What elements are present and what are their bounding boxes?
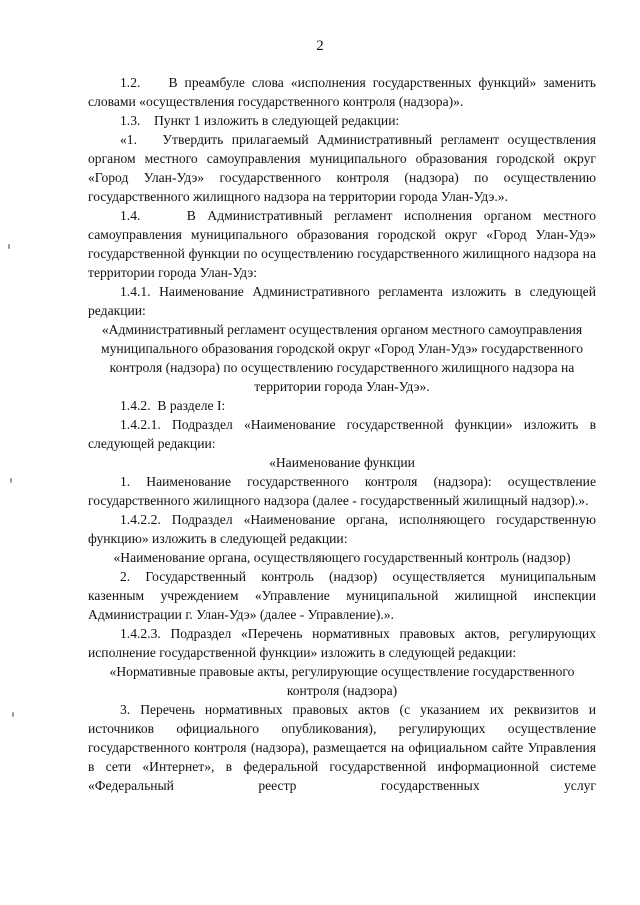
paragraph-1-4: 1.4. В Административный регламент исполнения органом местного самоуправления муниципального образования городской округ «Город Улан-Удэ» государственной функции по осуществлению государственного жилищного надзора на территории города Улан-Удэ: [88, 208, 596, 280]
clause-2: 2. Государственный контроль (надзор) осуществляется муниципальным казенным учреждением «Управление муниципальной жилищной инспекции Администрации г. Улан-Удэ» (далее - Управление).». [88, 569, 596, 622]
paragraph-1-2: 1.2. В преамбуле слова «исполнения государственных функций» заменить словами «осуществления государственного контроля (надзора)». [88, 75, 596, 109]
page-number: 2 [316, 38, 324, 54]
paragraph-1-3-text: «1. Утвердить прилагаемый Административный регламент осуществления органом местного самоуправления муниципального образования городской округ «Город Улан-Удэ» государственного контроля (надзора) по осуществлению государственного жилищного надзора на территории города Улан-Удэ.». [88, 132, 596, 204]
paragraph-1-4-2-3: 1.4.2.3. Подраздел «Перечень нормативных правовых актов, регулирующих исполнение государственной функции» изложить в следующей редакции: [88, 626, 596, 660]
document-body [88, 73, 596, 795]
paragraph-1-4-2-2: 1.4.2.2. Подраздел «Наименование органа, исполняющего государственную функцию» изложить в следующей редакции: [88, 512, 596, 546]
scan-mark [10, 478, 12, 483]
subsection-heading-legal-acts: «Нормативные правовые акты, регулирующие осуществление государственного контроля (надзора) [109, 664, 575, 698]
regulation-title-quote: «Административный регламент осуществления органом местного самоуправления муниципального образования городской округ «Город Улан-Удэ» государственного контроля (надзора) по осуществлению государственного жилищного надзора на территории города Улан-Удэ». [100, 322, 583, 394]
subsection-heading-function-name: «Наименование функции [269, 455, 415, 470]
paragraph-1-3: 1.3. Пункт 1 изложить в следующей редакции: [120, 113, 400, 128]
paragraph-1-4-1: 1.4.1. Наименование Административного регламента изложить в следующей редакции: [88, 284, 596, 318]
paragraph-1-4-2-1: 1.4.2.1. Подраздел «Наименование государственной функции» изложить в следующей редакции: [88, 417, 596, 451]
scan-mark [8, 244, 10, 249]
clause-3: 3. Перечень нормативных правовых актов (с указанием их реквизитов и источников официального опубликования), регулирующих осуществление государственного контроля (надзора), размещается на официальном сайте Управления в сети «Интернет», в федеральной государственной информационной системе «Федеральный реестр государственных услуг [88, 702, 596, 793]
paragraph-1-4-2: 1.4.2. В разделе I: [120, 398, 226, 413]
scan-mark [12, 712, 14, 717]
clause-1: 1. Наименование государственного контроля (надзора): осуществление государственного жилищного надзора (далее - государственный жилищный надзор).». [88, 474, 596, 508]
subsection-heading-authority: «Наименование органа, осуществляющего государственный контроль (надзор) [113, 550, 571, 565]
